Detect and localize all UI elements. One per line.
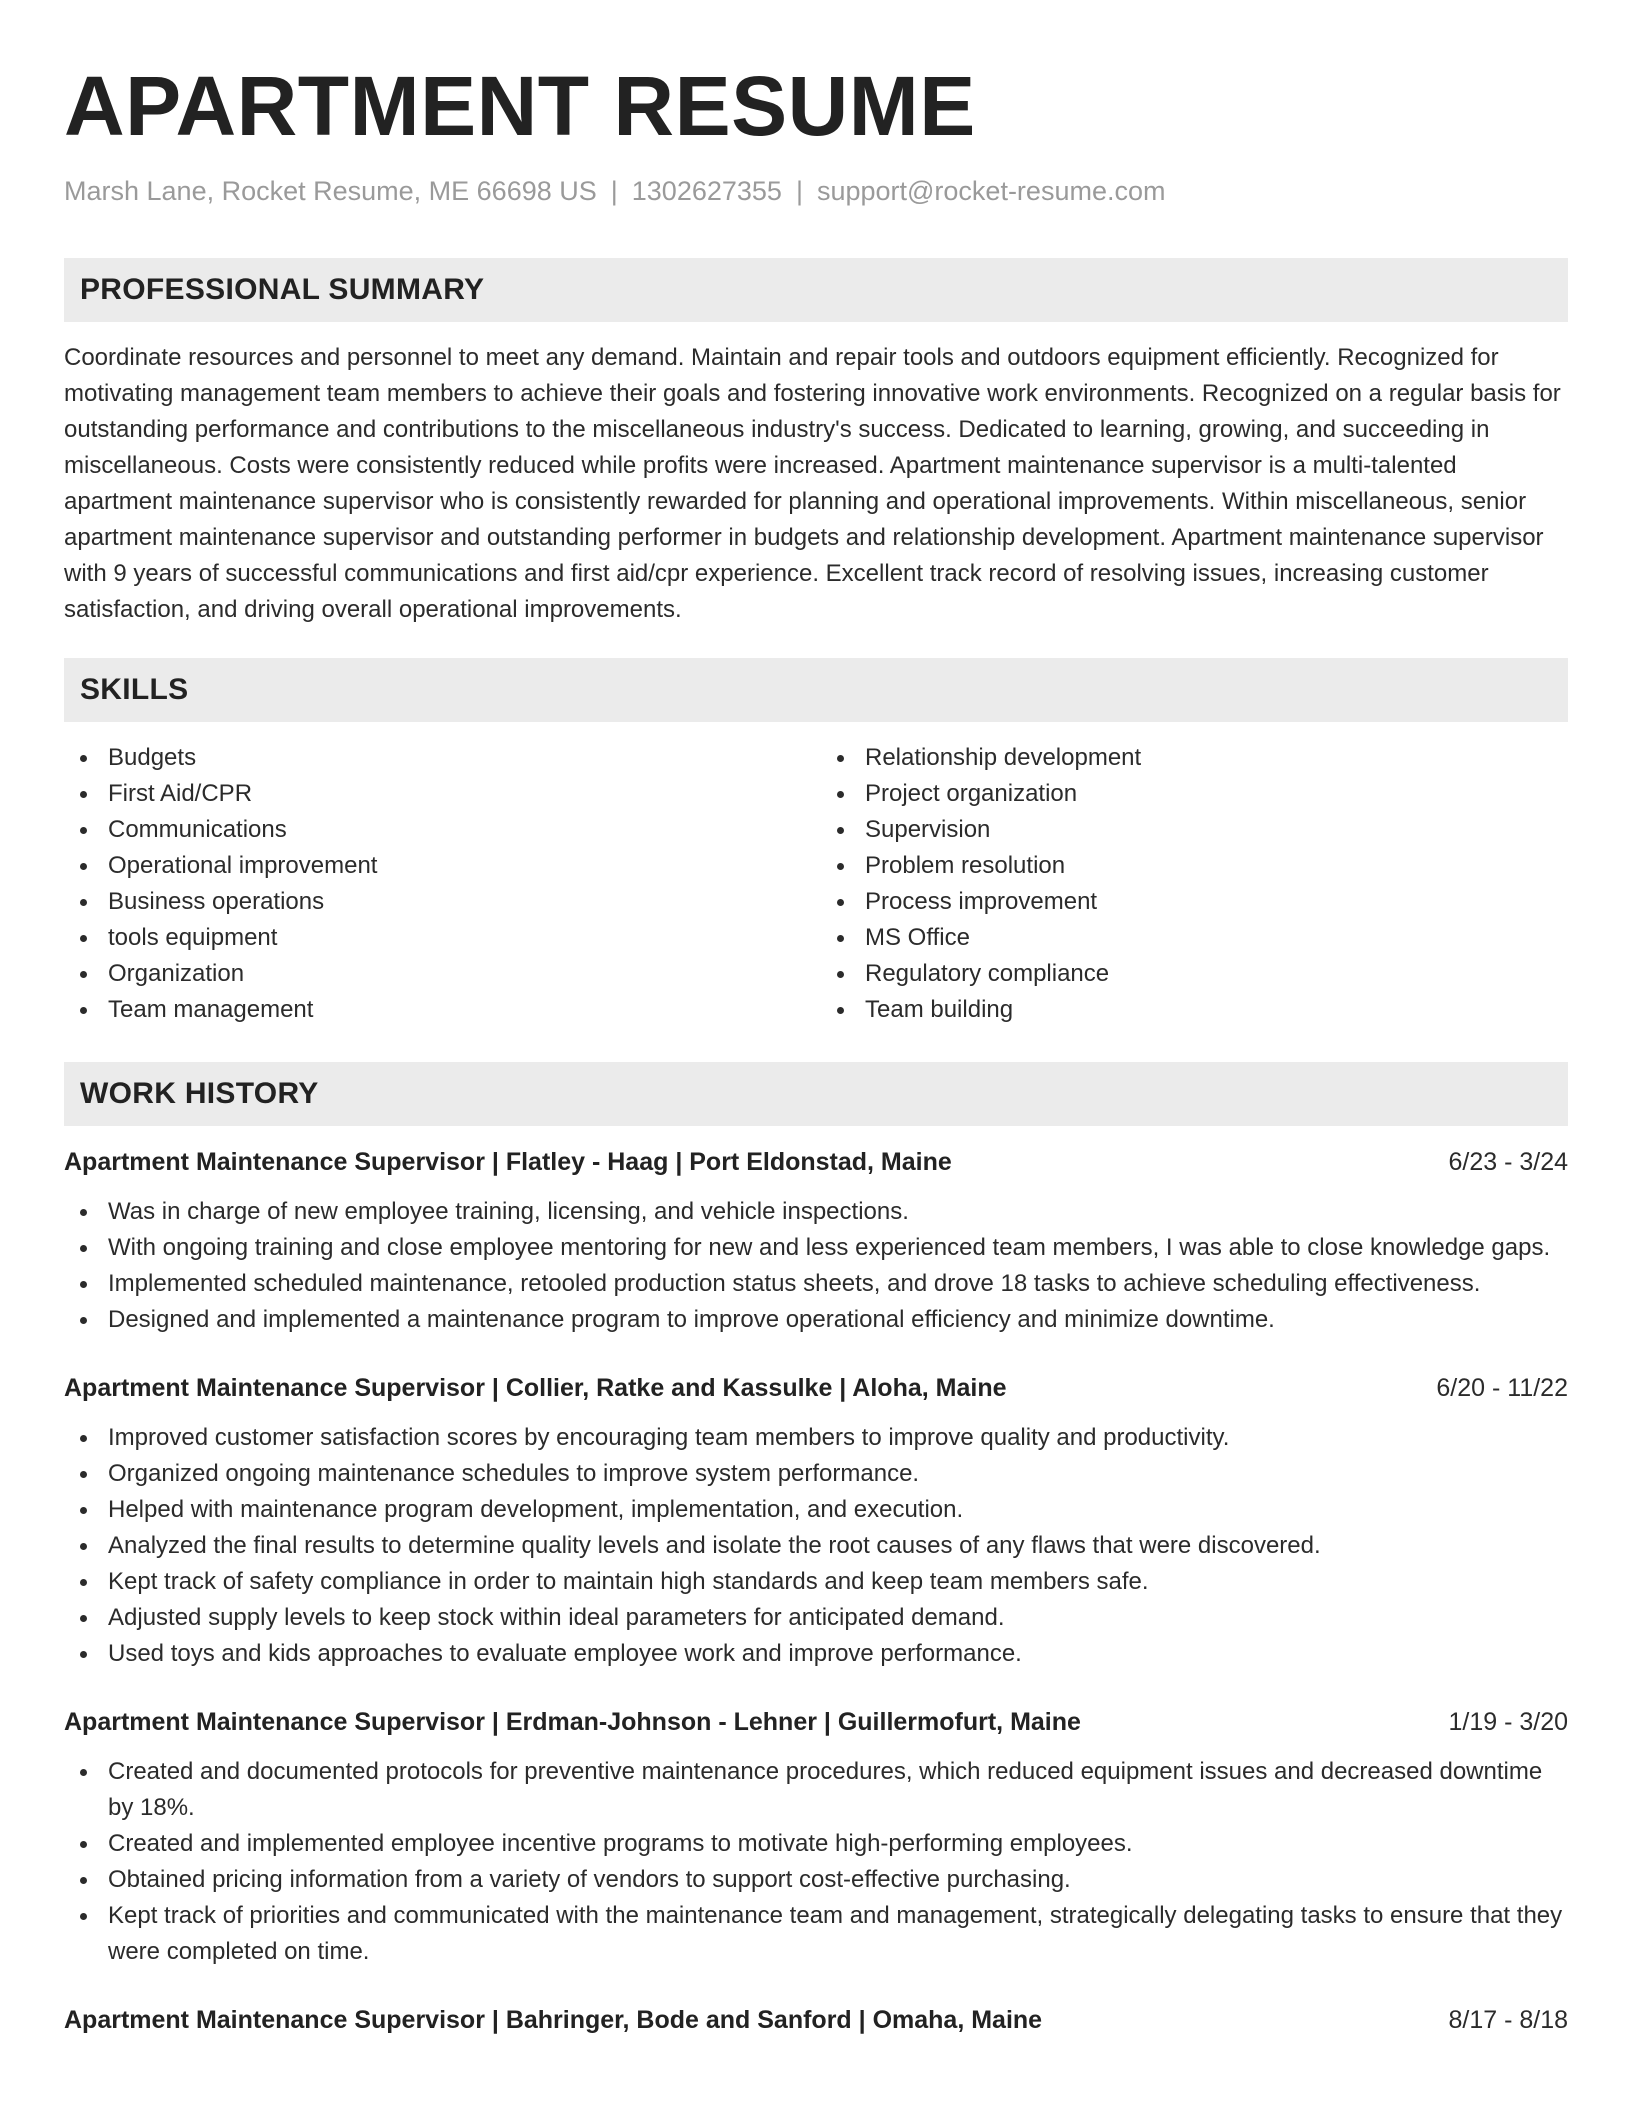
skill-item: Problem resolution [821, 848, 1568, 884]
job-bullet: Created and implemented employee incentive programs to motivate high-performing employees. [64, 1826, 1568, 1862]
job-bullets [64, 1420, 1568, 1672]
resume-title: APARTMENT RESUME [64, 59, 976, 153]
skills-column-right [811, 740, 1568, 1028]
job-entry [64, 1370, 1568, 1672]
job-bullet: Improved customer satisfaction scores by encouraging team members to improve quality and productivity. [64, 1420, 1568, 1456]
job-bullet: Designed and implemented a maintenance program to improve operational efficiency and minimize downtime. [64, 1302, 1568, 1338]
skill-item: Process improvement [821, 884, 1568, 920]
job-title: Apartment Maintenance Supervisor | Erdman-Johnson - Lehner | Guillermofurt, Maine [64, 1708, 1081, 1736]
job-bullet: Kept track of priorities and communicated with the maintenance team and management, strategically delegating tasks to ensure that they were completed on time. [64, 1898, 1568, 1970]
job-entry [64, 1704, 1568, 1970]
job-header [64, 1370, 1568, 1406]
job-dates: 6/20 - 11/22 [1436, 1374, 1568, 1402]
job-bullet: Organized ongoing maintenance schedules to improve system performance. [64, 1456, 1568, 1492]
job-entry [64, 1144, 1568, 1338]
skill-item: MS Office [821, 920, 1568, 956]
job-header [64, 2002, 1568, 2038]
job-bullets [64, 1754, 1568, 1970]
skill-item: Organization [64, 956, 811, 992]
summary-text: Coordinate resources and personnel to meet any demand. Maintain and repair tools and outdoors equipment efficiently. Recognized for motivating management team members to achieve their goals and fostering innovative work environments. Recognized on a regular basis for outstanding performance and contributions to the miscellaneous industry's success. Dedicated to learning, growing, and succeeding in miscellaneous. Costs were consistently reduced while profits were increased. Apartment maintenance supervisor is a multi-talented apartment maintenance supervisor who is consistently rewarded for planning and operational improvements. Within miscellaneous, senior apartment maintenance supervisor and outstanding performer in budgets and relationship development. Apartment maintenance supervisor with 9 years of successful communications and first aid/cpr experience. Excellent track record of resolving issues, increasing customer satisfaction, and driving overall operational improvements. [64, 344, 1561, 623]
job-bullet: Analyzed the final results to determine quality levels and isolate the root causes of any flaws that were discovered. [64, 1528, 1568, 1564]
job-title: Apartment Maintenance Supervisor | Collier, Ratke and Kassulke | Aloha, Maine [64, 1374, 1007, 1402]
skill-item: Budgets [64, 740, 811, 776]
job-bullet: Was in charge of new employee training, licensing, and vehicle inspections. [64, 1194, 1568, 1230]
job-bullet: Kept track of safety compliance in order to maintain high standards and keep team members safe. [64, 1564, 1568, 1600]
job-title: Apartment Maintenance Supervisor | Bahringer, Bode and Sanford | Omaha, Maine [64, 2006, 1043, 2034]
job-header [64, 1144, 1568, 1180]
job-bullet: Created and documented protocols for preventive maintenance procedures, which reduced equipment issues and decreased downtime by 18%. [64, 1754, 1568, 1826]
job-bullets [64, 1194, 1568, 1338]
skill-item: Business operations [64, 884, 811, 920]
job-bullet: Obtained pricing information from a variety of vendors to support cost-effective purchasing. [64, 1862, 1568, 1898]
contact-email: support@rocket-resume.com [816, 176, 1166, 206]
job-bullet: Used toys and kids approaches to evaluate employee work and improve performance. [64, 1636, 1568, 1672]
skill-item: tools equipment [64, 920, 811, 956]
job-dates: 1/19 - 3/20 [1448, 1708, 1568, 1736]
job-bullet: Implemented scheduled maintenance, retooled production status sheets, and drove 18 tasks to achieve scheduling effectiveness. [64, 1266, 1568, 1302]
skills-column-left [64, 740, 811, 1028]
job-entry [64, 2002, 1568, 2038]
skill-item: Team building [821, 992, 1568, 1028]
contact-address: Marsh Lane, Rocket Resume, ME 66698 US [64, 176, 597, 206]
skill-item: Supervision [821, 812, 1568, 848]
section-header-work-history: WORK HISTORY [64, 1062, 1568, 1126]
skill-item: Communications [64, 812, 811, 848]
skill-item: Team management [64, 992, 811, 1028]
job-bullet: Helped with maintenance program development, implementation, and execution. [64, 1492, 1568, 1528]
skill-item: Regulatory compliance [821, 956, 1568, 992]
contact-line [64, 174, 1568, 208]
job-title: Apartment Maintenance Supervisor | Flatley - Haag | Port Eldonstad, Maine [64, 1148, 952, 1176]
skills-list [64, 740, 1568, 1028]
job-dates: 6/23 - 3/24 [1448, 1148, 1568, 1176]
contact-separator: | [610, 176, 618, 206]
contact-separator: | [795, 176, 803, 206]
contact-phone: 1302627355 [631, 176, 782, 206]
skill-item: Relationship development [821, 740, 1568, 776]
skill-item: First Aid/CPR [64, 776, 811, 812]
job-bullet: With ongoing training and close employee mentoring for new and less experienced team members, I was able to close knowledge gaps. [64, 1230, 1568, 1266]
section-header-skills: SKILLS [64, 658, 1568, 722]
job-header [64, 1704, 1568, 1740]
job-bullet: Adjusted supply levels to keep stock within ideal parameters for anticipated demand. [64, 1600, 1568, 1636]
skill-item: Project organization [821, 776, 1568, 812]
job-dates: 8/17 - 8/18 [1448, 2006, 1568, 2034]
section-header-summary: PROFESSIONAL SUMMARY [64, 258, 1568, 322]
skill-item: Operational improvement [64, 848, 811, 884]
